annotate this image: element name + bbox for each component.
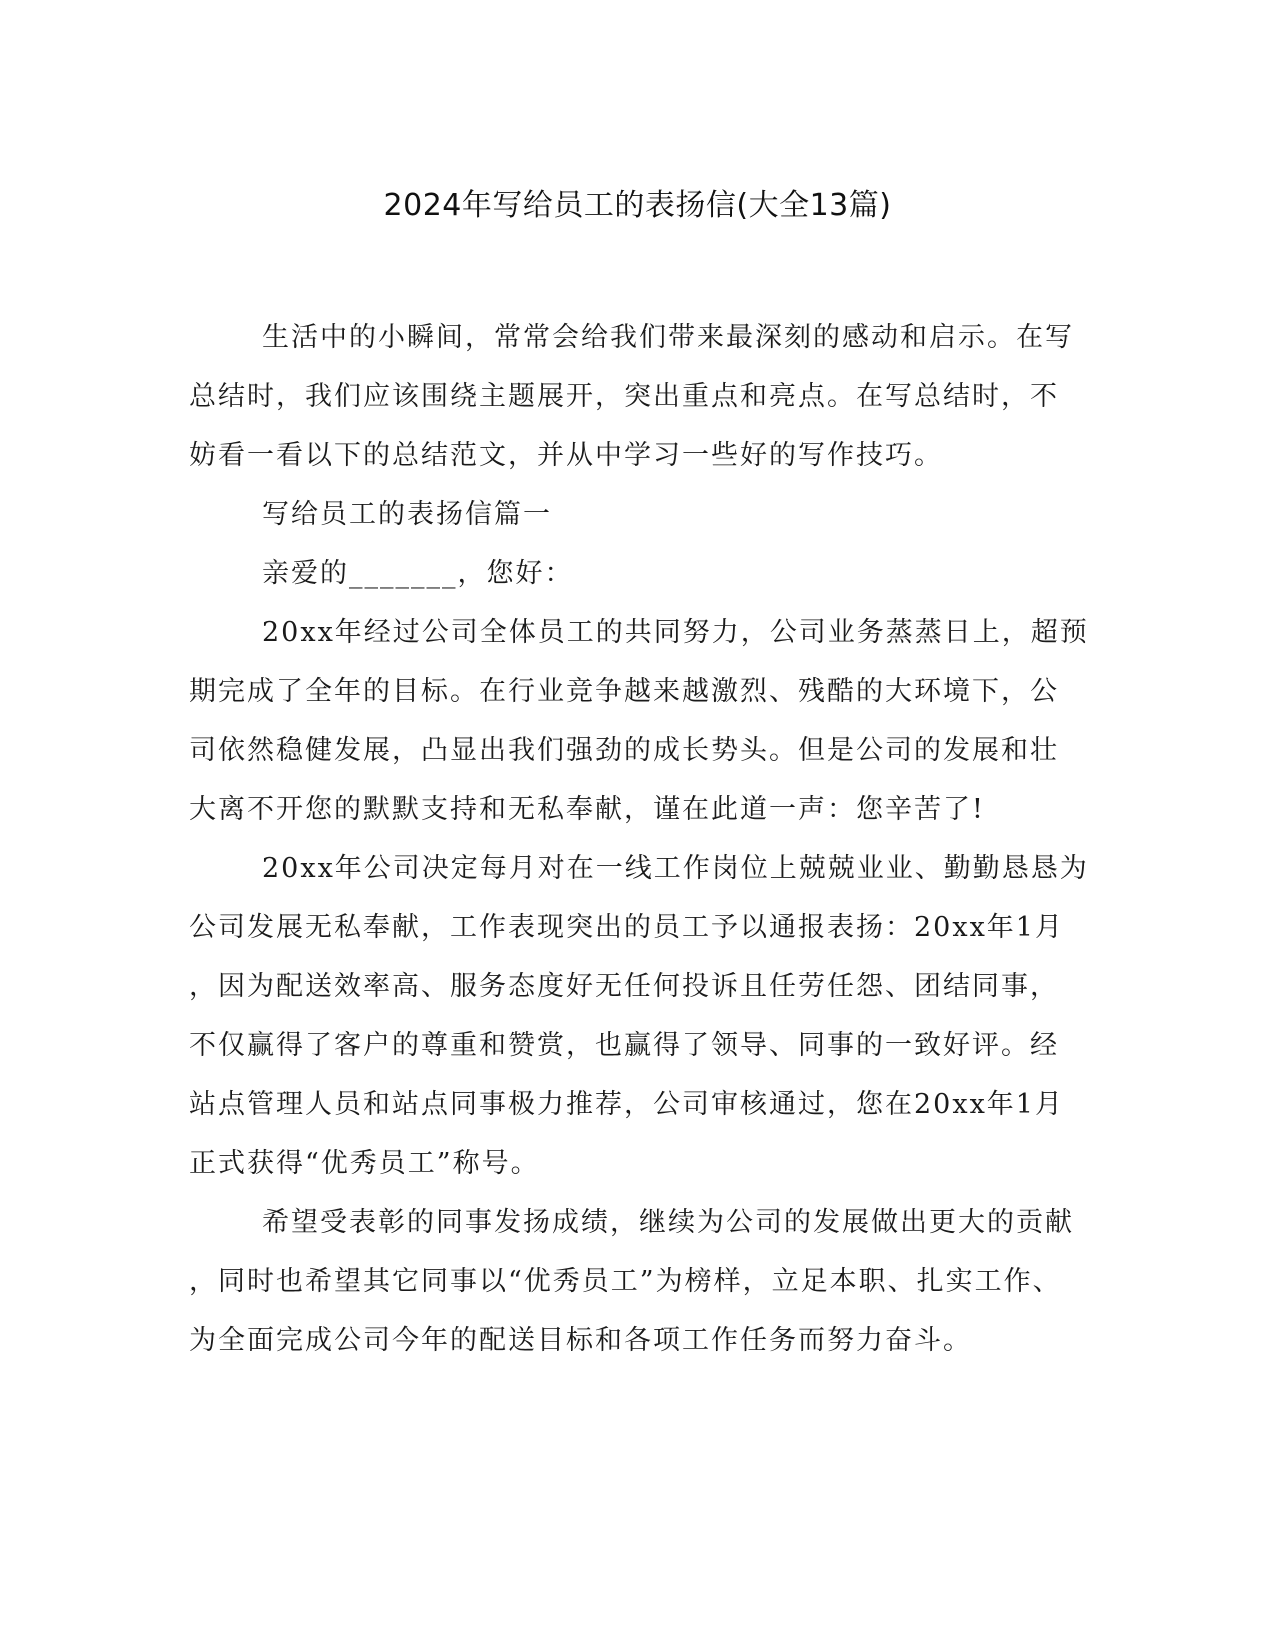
paragraph-line: 为全面完成公司今年的配送目标和各项工作任务而努力奋斗。 [189,1325,972,1356]
paragraph-line: 20xx年公司决定每月对在一线工作岗位上兢兢业业、勤勤恳恳为 [262,853,1089,884]
paragraph-line: ，因为配送效率高、服务态度好无任何投诉且任劳任怨、团结同事， [189,971,1059,1002]
paragraph-line: 大离不开您的默默支持和无私奉献，谨在此道一声：您辛苦了! [189,794,985,825]
paragraph-line: 生活中的小瞬间，常常会给我们带来最深刻的感动和启示。在写 [262,322,1074,353]
paragraph-line: 正式获得“优秀员工”称号。 [189,1148,540,1179]
paragraph-line: 不仅赢得了客户的尊重和赞赏，也赢得了领导、同事的一致好评。经 [189,1030,1059,1061]
paragraph-line: 期完成了全年的目标。在行业竞争越来越激烈、残酷的大环境下，公 [189,676,1059,707]
paragraph-line: 总结时，我们应该围绕主题展开，突出重点和亮点。在写总结时，不 [189,381,1059,412]
paragraph-line: 司依然稳健发展，凸显出我们强劲的成长势头。但是公司的发展和壮 [189,735,1059,766]
salutation: 亲爱的_______，您好： [262,558,574,589]
document-title: 2024年写给员工的表扬信(大全13篇) [383,188,892,223]
section-heading: 写给员工的表扬信篇一 [262,499,552,530]
paragraph-line: 20xx年经过公司全体员工的共同努力，公司业务蒸蒸日上，超预 [262,617,1089,648]
paragraph-line: 公司发展无私奉献，工作表现突出的员工予以通报表扬：20xx年1月 [189,912,1064,943]
paragraph-line: ，同时也希望其它同事以“优秀员工”为榜样，立足本职、扎实工作、 [189,1266,1062,1297]
paragraph-line: 站点管理人员和站点同事极力推荐，公司审核通过，您在20xx年1月 [189,1089,1064,1120]
paragraph-line: 希望受表彰的同事发扬成绩，继续为公司的发展做出更大的贡献 [262,1207,1074,1238]
paragraph-line: 妨看一看以下的总结范文，并从中学习一些好的写作技巧。 [189,440,943,471]
